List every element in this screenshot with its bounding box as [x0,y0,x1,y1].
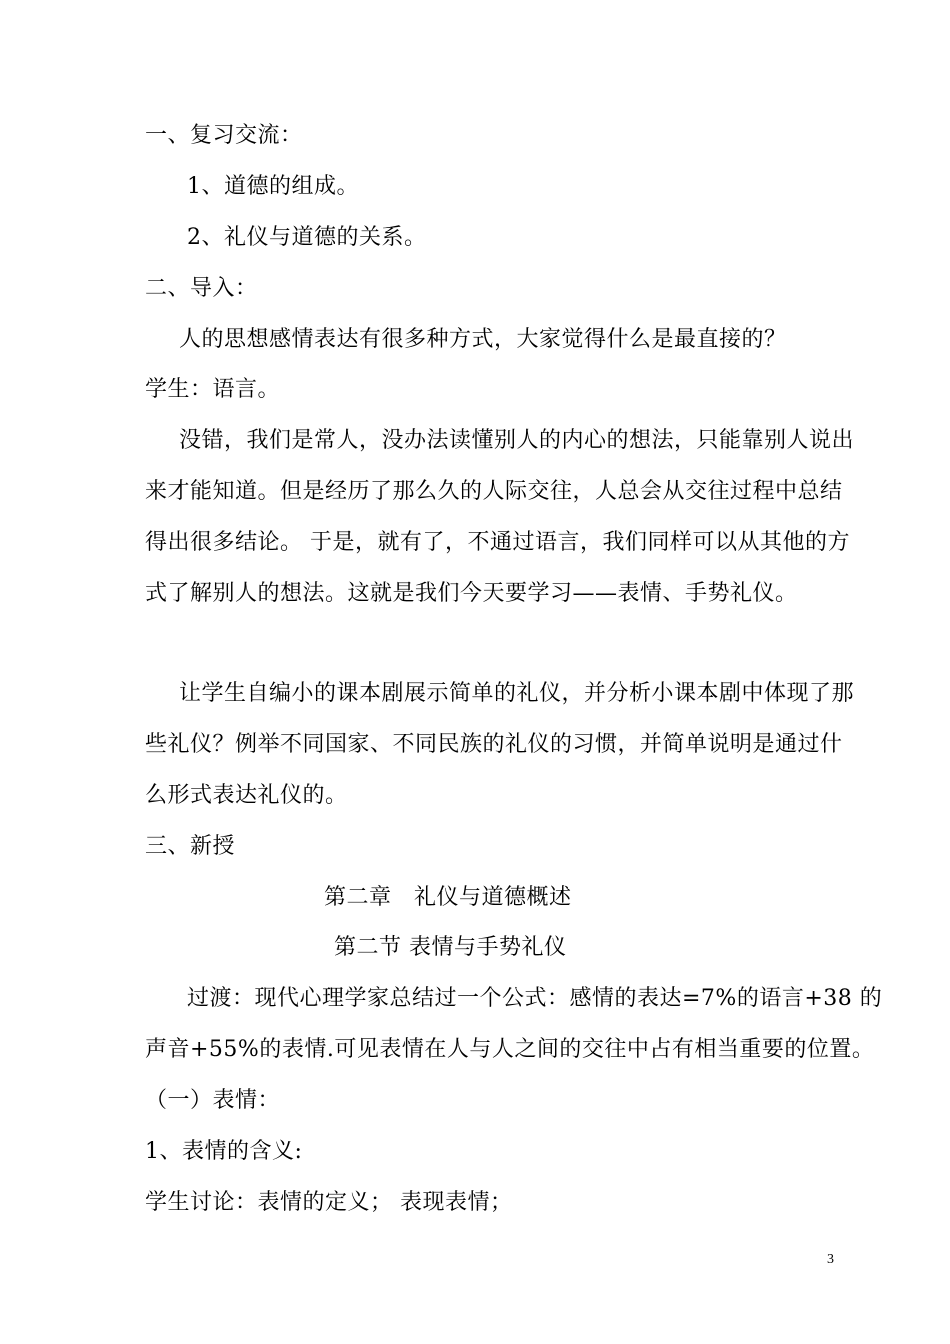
intro-question: 人的思想感情表达有很多种方式，大家觉得什么是最直接的？ [179,327,787,352]
paragraph-2-line-3: 么形式表达礼仪的。 [145,783,348,808]
paragraph-1-line-3: 得出很多结论。 于是，就有了，不通过语言，我们同样可以从其他的方 [145,530,850,555]
paragraph-1-line-4: 式了解别人的想法。这就是我们今天要学习——表情、手势礼仪。 [145,581,798,606]
review-item-2: 2、礼仪与道德的关系。 [187,225,427,250]
heading-intro: 二、导入： [145,276,258,301]
paragraph-2-line-1: 让学生自编小的课本剧展示简单的礼仪，并分析小课本剧中体现了那 [179,681,855,706]
paragraph-2-line-2: 些礼仪？例举不同国家、不同民族的礼仪的习惯，并简单说明是通过什 [145,732,843,757]
chapter-title: 第二章 礼仪与道德概述 [324,885,572,910]
review-item-1: 1、道德的组成。 [187,174,359,199]
transition-line-1: 过渡：现代心理学家总结过一个公式：感情的表达=7%的语言+38 的 [187,986,883,1011]
subheading-expression: （一）表情： [145,1088,281,1113]
paragraph-1-line-2: 来才能知道。但是经历了那么久的人际交往，人总会从交往过程中总结 [145,479,843,504]
transition-line-2: 声音+55%的表情.可见表情在人与人之间的交往中占有相当重要的位置。 [145,1037,875,1062]
heading-review: 一、复习交流： [145,123,303,148]
section-title: 第二节 表情与手势礼仪 [334,935,567,960]
paragraph-1-line-1: 没错，我们是常人，没办法读懂别人的内心的想法，只能靠别人说出 [179,428,855,453]
page-number: 3 [827,1252,834,1267]
student-answer: 学生：语言。 [145,377,281,402]
heading-new-lesson: 三、新授 [145,834,236,859]
expression-meaning: 1、表情的含义: [145,1139,303,1164]
student-discussion: 学生讨论：表情的定义； 表现表情； [145,1190,513,1215]
